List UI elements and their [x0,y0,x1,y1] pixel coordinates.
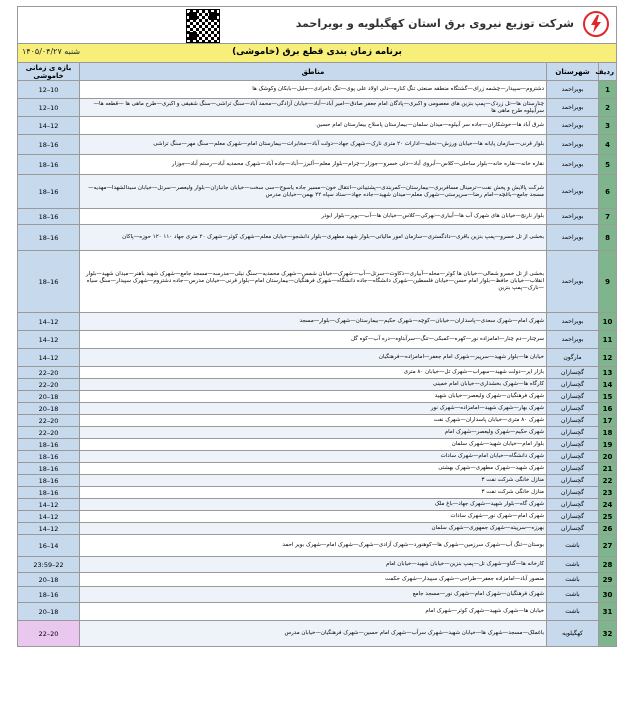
table-row [18,251,617,313]
row-number: 8 [599,225,617,251]
table-row [18,523,617,535]
row-areas: بلوار امام—خیابان شهید—شهرک سلمان [80,439,547,451]
schedule-page [17,6,617,714]
table-body [18,81,617,647]
row-areas: شهرک حکیم—شهرک ولیعصر—شهرک امام [80,427,547,439]
row-city: گچساران [547,487,599,499]
row-time: 20–18 [18,573,80,587]
row-city: گچساران [547,391,599,403]
row-time: 22–20 [18,427,80,439]
table-header-row [18,63,617,81]
document-header [17,6,617,43]
row-areas: بلوار قرنی—سازمان پایانه ها—خیابان ورزش—نخلیه—ادارات ۲۰ متری نارک—شهرک جهاد—دولت آباد—مخابرات—بیمارستان امام—شهرک معلم—سنگ مهر—سنگ تراشی [80,135,547,155]
row-number: 25 [599,511,617,523]
row-areas: شهرک فرهنگیان—شهرک امام—شهرک نور—مسجد جامع [80,587,547,603]
col-row: ردیف [599,63,617,81]
row-city: باشت [547,603,599,621]
row-number: 26 [599,523,617,535]
table-row [18,313,617,331]
row-number: 5 [599,155,617,175]
row-city: باشت [547,587,599,603]
row-city: باشت [547,573,599,587]
row-number: 3 [599,117,617,135]
company-logo-icon [582,10,610,38]
row-time: 20–18 [18,391,80,403]
row-time: 20–18 [18,603,80,621]
row-city: گچساران [547,439,599,451]
row-time: 18–16 [18,175,80,209]
row-number: 32 [599,621,617,647]
table-row [18,587,617,603]
row-areas: شهرک امام—شهرک نور—شهرک سادات [80,511,547,523]
row-number: 11 [599,331,617,349]
table-row [18,175,617,209]
col-city: شهرستان [547,63,599,81]
row-city: گچساران [547,523,599,535]
row-areas: منصور آباد—امامزاده جعفر—طراحی—شهرک سپیدار—شهرک حکمت [80,573,547,587]
table-row [18,451,617,463]
row-city: گچساران [547,427,599,439]
row-city: بویراحمد [547,99,599,117]
row-areas: منازل خانگی شرکت نفت ۳ [80,487,547,499]
row-areas: بخشی از تل خسرو—پمپ بنزین باقری—دادگستری—سازمان امور مالیاتی—بلوار شهید مطهری—بلوار دانشجو—خیابان معلم—شهرک کوثر—شهرک ۲۰ متری جهاد ۱۱۰ ۱۲۰ حوزه—پاکان [80,225,547,251]
row-number: 12 [599,349,617,367]
row-areas: شهرک فرهنگیان—شهرک ولیعصر—خیابان شهید [80,391,547,403]
row-areas: بلوار نارنج—خیابان های شهرک آب ها—آبیاری—نهرکی—کلاس—خیابان ها—آب—بویر—بلوار ابوذر [80,209,547,225]
row-areas: خیابان ها—شهرک شهید—شهرک کوثر—شهرک امام [80,603,547,621]
row-time: 18–16 [18,475,80,487]
row-city: بویراحمد [547,225,599,251]
row-time: 23:59–22 [18,557,80,573]
row-time: 18–16 [18,251,80,313]
row-time: 14–12 [18,117,80,135]
row-number: 7 [599,209,617,225]
row-time: 18–16 [18,439,80,451]
table-row [18,573,617,587]
table-row [18,557,617,573]
row-city: بویراحمد [547,209,599,225]
schedule-table [17,62,617,647]
row-number: 20 [599,451,617,463]
row-areas: خیابان ها—بلوار شهید—سرپیر—شهرک امام جعفر—امامزاده—فرهنگیان [80,349,547,367]
row-time: 12–10 [18,99,80,117]
row-city: بویراحمد [547,135,599,155]
table-row [18,391,617,403]
table-row [18,81,617,99]
row-city: باشت [547,557,599,573]
row-city: گچساران [547,475,599,487]
table-row [18,603,617,621]
row-areas: کارخانه ها—گناو—شهرک تل—پمپ بنزین—خیابان شهید—خیابان امام [80,557,547,573]
table-row [18,367,617,379]
table-row [18,499,617,511]
company-name: شرکت توزیع نیروی برق استان کهگیلویه و بویراحمد [295,17,574,30]
row-areas: نقاره خانه—نقاره خانه—بلوار ساحلی—کلاس—آبروی آباد—دلی خسرو—جوزار—چرام—بلوار معلم—آلبرز—آباد—جاده آباد—شهرک محمدیه آباد—رستم آباد—جوزار [80,155,547,175]
row-time: 22–20 [18,415,80,427]
row-areas: کارگاه ها—شهرک بخشداری—خیابان امام خمینی [80,379,547,391]
row-areas: باغملک—مسجد—شهرک ها—خیابان شهید—شهرک سرآب—شهرک امام حسین—شهرک فرهنگیان—خیابان مدرس [80,621,547,647]
row-number: 16 [599,403,617,415]
row-number: 24 [599,499,617,511]
row-number: 4 [599,135,617,155]
row-time: 14–12 [18,499,80,511]
table-row [18,135,617,155]
table-row [18,225,617,251]
row-number: 15 [599,391,617,403]
row-areas: چنارستان ها—تل زردک—پمپ بنزین های معصومی و اکبری—پادگان امام جعفر صادق—امیر آباد—آباد—خیابان آزادگی—محمد آباد—سنگ تراشی—سنگ شقیقی و اکبری—طرح ماهی ها —قطعه ها—سرآبیلوه طرح ماهی ها [80,99,547,117]
row-areas: شهرک بهار—شهرک شهید—امامزاده—شهرک نور [80,403,547,415]
table-row [18,403,617,415]
table-row [18,379,617,391]
row-city: بویراحمد [547,251,599,313]
col-time: بازه ی زمانی خاموشی [18,63,80,81]
row-city: باشت [547,535,599,557]
row-areas: شهرک امام—شهرک سعدی—پاسداران—خیابان—کوچه—شهرک حکیم—بیمارستان—شهرک—بلوار—مسجد [80,313,547,331]
row-time: 18–16 [18,587,80,603]
row-city: گچساران [547,379,599,391]
row-areas: بهرزه—سرپیته—شهرک جمهوری—شهرک سلمان [80,523,547,535]
row-number: 30 [599,587,617,603]
row-city: کهگیلویه [547,621,599,647]
row-city: گچساران [547,451,599,463]
row-number: 23 [599,487,617,499]
row-number: 31 [599,603,617,621]
row-areas: شهرک ۸۰ متری—خیابان پاسداران—شهرک نفت [80,415,547,427]
row-areas: سرچنار—دم چنار—امامزاده نور—کهره—کمبکی—تنگ—سرآبتاوه—دره آب—کوه گل [80,331,547,349]
row-city: گچساران [547,403,599,415]
row-areas: شرکت پالایش و پخش نفت—ترمینال مسافربری—بیمارستان—کمربندی—پشتیبانی—انتقال خون—مسیر جاده یاسوج—سی سخت—خیابان جانبازان—بلوار ولیعصر—سرتل—خیابان سیدالشهدا—مهدیه—مسجد جامع—باغچه—امام رضا—سرپرستی—شهرک معلم—میدان شهید—جاده جهاد—ستاد سپاه ۲۲ بهمن—خیابان مدرس [80,175,547,209]
row-number: 28 [599,557,617,573]
row-time: 12–10 [18,81,80,99]
row-number: 6 [599,175,617,209]
row-areas: بازار ایر—دولت شهید—سهراب—شهرک تل—خیابان ۸۰ متری [80,367,547,379]
row-number: 22 [599,475,617,487]
schedule-title: برنامه زمان بندی قطع برق (خاموشی) [232,47,402,57]
row-city: بویراحمد [547,175,599,209]
col-areas: مناطق [80,63,547,81]
row-number: 10 [599,313,617,331]
row-time: 14–12 [18,313,80,331]
table-row [18,349,617,367]
row-time: 14–12 [18,349,80,367]
title-band [17,43,617,62]
row-number: 1 [599,81,617,99]
row-time: 18–16 [18,463,80,475]
row-time: 16–14 [18,535,80,557]
table-row [18,621,617,647]
row-number: 27 [599,535,617,557]
row-number: 17 [599,415,617,427]
row-number: 19 [599,439,617,451]
table-row [18,117,617,135]
row-number: 21 [599,463,617,475]
row-time: 18–16 [18,225,80,251]
row-time: 22–20 [18,379,80,391]
row-number: 29 [599,573,617,587]
table-row [18,155,617,175]
row-city: گچساران [547,367,599,379]
row-areas: شهرک شهید—شهرک مطهری—شهرک بهشتی [80,463,547,475]
row-time: 14–12 [18,511,80,523]
row-city: مارگون [547,349,599,367]
row-city: گچساران [547,499,599,511]
table-row [18,427,617,439]
row-number: 13 [599,367,617,379]
table-row [18,511,617,523]
row-areas: دشتروم—سپیدار—چشمه زرای—گشتگاه منطقه صنعتی تنگ کناره—دلی اولاد علی پوی—تنگ تامرادی—جلیل—بابکان وکوشک ها [80,81,547,99]
row-number: 18 [599,427,617,439]
row-time: 14–12 [18,331,80,349]
table-row [18,487,617,499]
row-city: گچساران [547,511,599,523]
schedule-date: شنبه ۱۴۰۵/۰۴/۲۷ [22,47,81,56]
table-row [18,209,617,225]
table-row [18,475,617,487]
row-city: بویراحمد [547,331,599,349]
table-row [18,463,617,475]
table-row [18,439,617,451]
row-areas: بخشی از تل خسرو شمالی—خیابان ها کوثر—محله—آبیاری—ذکاوت—سرتل—آب—شهرک—خیابان شمس—شهرک محمدیه—سنگ نیلی—مدرسه—مسجد جامع—شهرک شهید باهنر—میدان شهید—بلوار انقلاب—خیابان حافظ—بلوار امام حسن—خیابان فلسطین—شهرک دانشگاه—جاده دانشگاه—شهرک فرهنگیان—بیمارستان امام—بلوار قرنی—خیابان مدرس—جاده دشتروم—شهرک سپیدار—سنگ سیاه—نارک—پمپ بنزین [80,251,547,313]
row-time: 18–16 [18,487,80,499]
table-row [18,99,617,117]
table-row [18,535,617,557]
row-time: 20–18 [18,403,80,415]
row-time: 18–16 [18,155,80,175]
row-areas: شرق آباد ها—خوشکاران—جاده سر آبیلوه—میدان سلمان—بیمارستان پاسلاح بیمارستان امام حسین [80,117,547,135]
row-city: بویراحمد [547,313,599,331]
row-city: بویراحمد [547,155,599,175]
row-city: گچساران [547,463,599,475]
row-number: 14 [599,379,617,391]
table-row [18,331,617,349]
qr-code [186,9,220,43]
row-time: 22–20 [18,367,80,379]
row-areas: شهرک گاه—بلوار شهید—شهرک جهاد—باغ ملک [80,499,547,511]
row-time: 18–16 [18,209,80,225]
row-city: بویراحمد [547,117,599,135]
row-time: 22–20 [18,621,80,647]
row-time: 18–16 [18,135,80,155]
row-city: بویراحمد [547,81,599,99]
row-city: گچساران [547,415,599,427]
row-areas: منازل خانگی شرکت نفت ۳ [80,475,547,487]
row-number: 2 [599,99,617,117]
row-areas: بوستان—تنگ آب—شهرک سرزمین—شهرک ها—کوهنورد—شهرک آزادی—شهرک—شهرک امام—شهرک بویر احمد [80,535,547,557]
row-time: 18–16 [18,451,80,463]
row-number: 9 [599,251,617,313]
row-areas: شهرک دانشگاه—خیابان امام—شهرک سادات [80,451,547,463]
table-row [18,415,617,427]
row-time: 14–12 [18,523,80,535]
